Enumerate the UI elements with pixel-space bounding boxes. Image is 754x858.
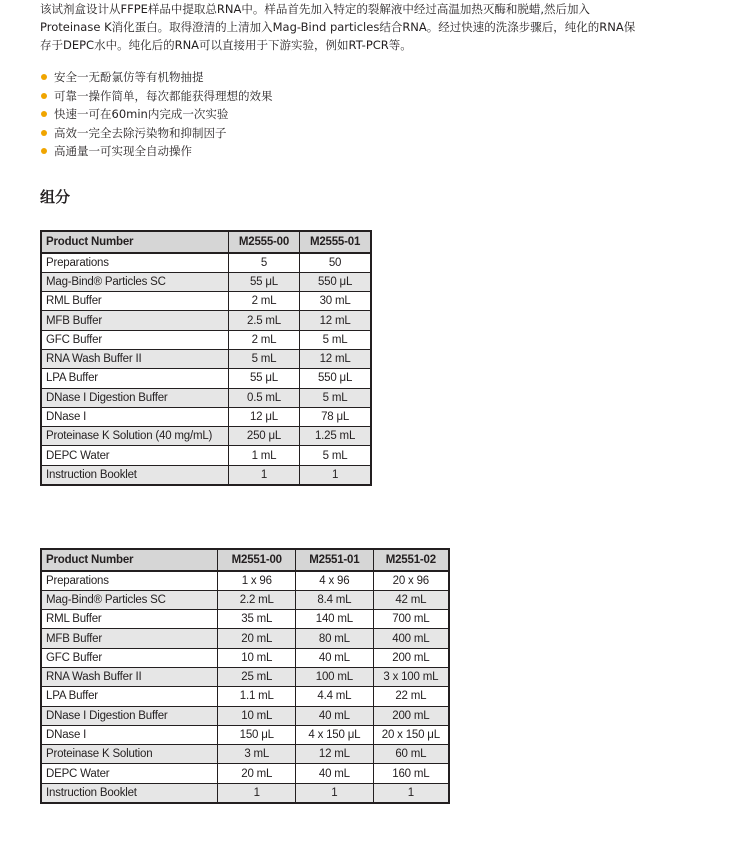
- intro-line: Proteinase K消化蛋白。取得澄清的上清加入Mag-Bind particles结合RNA。经过快速的洗涤步骤后，纯化的RNA保: [40, 20, 636, 34]
- quantity-cell: 20 mL: [218, 629, 296, 648]
- section-title: 组分: [40, 188, 71, 206]
- quantity-cell: 35 mL: [218, 610, 296, 629]
- table-row: [41, 648, 449, 667]
- component-name-cell: RML Buffer: [41, 610, 218, 629]
- column-header-product-number: Product Number: [41, 231, 228, 253]
- feature-list: [40, 68, 273, 161]
- component-name-cell: Preparations: [41, 571, 218, 590]
- table-row: [41, 667, 449, 686]
- table-header-row: [41, 231, 371, 253]
- column-header-catalog: M2551-00: [218, 549, 296, 571]
- table-row: [41, 349, 371, 368]
- quantity-cell: 1 mL: [228, 446, 299, 465]
- feature-item: [40, 124, 273, 143]
- table-row: [41, 388, 371, 407]
- feature-item: [40, 87, 273, 106]
- table-row: [41, 311, 371, 330]
- component-name-cell: MFB Buffer: [41, 629, 218, 648]
- quantity-cell: 25 mL: [218, 667, 296, 686]
- bullet-dot-icon: [41, 130, 47, 136]
- component-name-cell: Instruction Booklet: [41, 783, 218, 802]
- component-name-cell: DNase I Digestion Buffer: [41, 388, 228, 407]
- quantity-cell: 22 mL: [373, 687, 449, 706]
- quantity-cell: 5 mL: [300, 388, 371, 407]
- bullet-dot-icon: [41, 148, 47, 154]
- intro-line: 该试剂盒设计从FFPE样品中提取总RNA中。样品首先加入特定的裂解液中经过高温加热灭酶和脱蜡,然后加入: [40, 2, 591, 16]
- quantity-cell: 4 x 150 μL: [296, 725, 374, 744]
- quantity-cell: 42 mL: [373, 590, 449, 609]
- quantity-cell: 10 mL: [218, 706, 296, 725]
- component-name-cell: GFC Buffer: [41, 330, 228, 349]
- table-row: [41, 687, 449, 706]
- quantity-cell: 100 mL: [296, 667, 374, 686]
- column-header-catalog: M2555-01: [300, 231, 371, 253]
- column-header-catalog: M2551-02: [373, 549, 449, 571]
- table-row: [41, 725, 449, 744]
- table-row: [41, 292, 371, 311]
- components-table-m2551: [40, 548, 450, 804]
- quantity-cell: 150 μL: [218, 725, 296, 744]
- quantity-cell: 1: [300, 465, 371, 484]
- feature-text: 高通量一可实现全自动操作: [54, 144, 192, 158]
- intro-line: 存于DEPC水中。纯化后的RNA可以直接用于下游实验，例如RT-PCR等。: [40, 38, 412, 52]
- quantity-cell: 5: [228, 253, 299, 272]
- quantity-cell: 550 μL: [300, 272, 371, 291]
- quantity-cell: 1: [218, 783, 296, 802]
- quantity-cell: 1 x 96: [218, 571, 296, 590]
- table-row: [41, 407, 371, 426]
- quantity-cell: 60 mL: [373, 745, 449, 764]
- quantity-cell: 140 mL: [296, 610, 374, 629]
- component-name-cell: RNA Wash Buffer II: [41, 667, 218, 686]
- quantity-cell: 160 mL: [373, 764, 449, 783]
- quantity-cell: 20 x 96: [373, 571, 449, 590]
- quantity-cell: 40 mL: [296, 706, 374, 725]
- quantity-cell: 80 mL: [296, 629, 374, 648]
- quantity-cell: 12 mL: [296, 745, 374, 764]
- component-name-cell: DNase I Digestion Buffer: [41, 706, 218, 725]
- quantity-cell: 8.4 mL: [296, 590, 374, 609]
- component-name-cell: Proteinase K Solution (40 mg/mL): [41, 427, 228, 446]
- table-row: [41, 745, 449, 764]
- table-row: [41, 465, 371, 484]
- quantity-cell: 12 μL: [228, 407, 299, 426]
- component-name-cell: Proteinase K Solution: [41, 745, 218, 764]
- table-row: [41, 590, 449, 609]
- feature-item: [40, 68, 273, 87]
- quantity-cell: 200 mL: [373, 648, 449, 667]
- table-row: [41, 369, 371, 388]
- quantity-cell: 78 μL: [300, 407, 371, 426]
- quantity-cell: 1.25 mL: [300, 427, 371, 446]
- bullet-dot-icon: [41, 93, 47, 99]
- table-row: [41, 706, 449, 725]
- component-name-cell: DNase I: [41, 725, 218, 744]
- component-name-cell: Instruction Booklet: [41, 465, 228, 484]
- quantity-cell: 4 x 96: [296, 571, 374, 590]
- component-name-cell: LPA Buffer: [41, 369, 228, 388]
- component-name-cell: RML Buffer: [41, 292, 228, 311]
- bullet-dot-icon: [41, 111, 47, 117]
- quantity-cell: 3 mL: [218, 745, 296, 764]
- component-name-cell: Mag-Bind® Particles SC: [41, 590, 218, 609]
- quantity-cell: 4.4 mL: [296, 687, 374, 706]
- quantity-cell: 5 mL: [228, 349, 299, 368]
- quantity-cell: 12 mL: [300, 311, 371, 330]
- quantity-cell: 40 mL: [296, 648, 374, 667]
- feature-item: [40, 142, 273, 161]
- quantity-cell: 1.1 mL: [218, 687, 296, 706]
- table-row: [41, 446, 371, 465]
- table-row: [41, 629, 449, 648]
- quantity-cell: 700 mL: [373, 610, 449, 629]
- column-header-catalog: M2555-00: [228, 231, 299, 253]
- quantity-cell: 550 μL: [300, 369, 371, 388]
- quantity-cell: 55 μL: [228, 369, 299, 388]
- quantity-cell: 40 mL: [296, 764, 374, 783]
- table-row: [41, 272, 371, 291]
- feature-text: 快速一可在60min内完成一次实验: [54, 107, 229, 121]
- table-row: [41, 571, 449, 590]
- component-name-cell: RNA Wash Buffer II: [41, 349, 228, 368]
- table-row: [41, 330, 371, 349]
- quantity-cell: 3 x 100 mL: [373, 667, 449, 686]
- component-name-cell: Preparations: [41, 253, 228, 272]
- quantity-cell: 250 μL: [228, 427, 299, 446]
- component-name-cell: DEPC Water: [41, 446, 228, 465]
- component-name-cell: GFC Buffer: [41, 648, 218, 667]
- quantity-cell: 200 mL: [373, 706, 449, 725]
- quantity-cell: 1: [228, 465, 299, 484]
- components-table-m2555: [40, 230, 372, 486]
- table-row: [41, 764, 449, 783]
- quantity-cell: 12 mL: [300, 349, 371, 368]
- quantity-cell: 10 mL: [218, 648, 296, 667]
- quantity-cell: 400 mL: [373, 629, 449, 648]
- feature-text: 可靠一操作简单，每次都能获得理想的效果: [54, 88, 273, 103]
- quantity-cell: 2.2 mL: [218, 590, 296, 609]
- intro-paragraph: [40, 0, 730, 54]
- table-header-row: [41, 549, 449, 571]
- table-row: [41, 783, 449, 802]
- bullet-dot-icon: [41, 74, 47, 80]
- component-name-cell: LPA Buffer: [41, 687, 218, 706]
- column-header-product-number: Product Number: [41, 549, 218, 571]
- quantity-cell: 55 μL: [228, 272, 299, 291]
- table-row: [41, 427, 371, 446]
- feature-text: 高效一完全去除污染物和抑制因子: [54, 125, 227, 140]
- quantity-cell: 2.5 mL: [228, 311, 299, 330]
- component-name-cell: DNase I: [41, 407, 228, 426]
- table-row: [41, 610, 449, 629]
- quantity-cell: 50: [300, 253, 371, 272]
- component-name-cell: DEPC Water: [41, 764, 218, 783]
- quantity-cell: 5 mL: [300, 330, 371, 349]
- quantity-cell: 30 mL: [300, 292, 371, 311]
- quantity-cell: 2 mL: [228, 292, 299, 311]
- table-row: [41, 253, 371, 272]
- column-header-catalog: M2551-01: [296, 549, 374, 571]
- quantity-cell: 20 x 150 μL: [373, 725, 449, 744]
- quantity-cell: 5 mL: [300, 446, 371, 465]
- component-name-cell: MFB Buffer: [41, 311, 228, 330]
- quantity-cell: 20 mL: [218, 764, 296, 783]
- quantity-cell: 1: [296, 783, 374, 802]
- feature-text: 安全一无酚氯仿等有机物抽提: [54, 70, 204, 84]
- quantity-cell: 2 mL: [228, 330, 299, 349]
- quantity-cell: 1: [373, 783, 449, 802]
- feature-item: [40, 105, 273, 124]
- component-name-cell: Mag-Bind® Particles SC: [41, 272, 228, 291]
- quantity-cell: 0.5 mL: [228, 388, 299, 407]
